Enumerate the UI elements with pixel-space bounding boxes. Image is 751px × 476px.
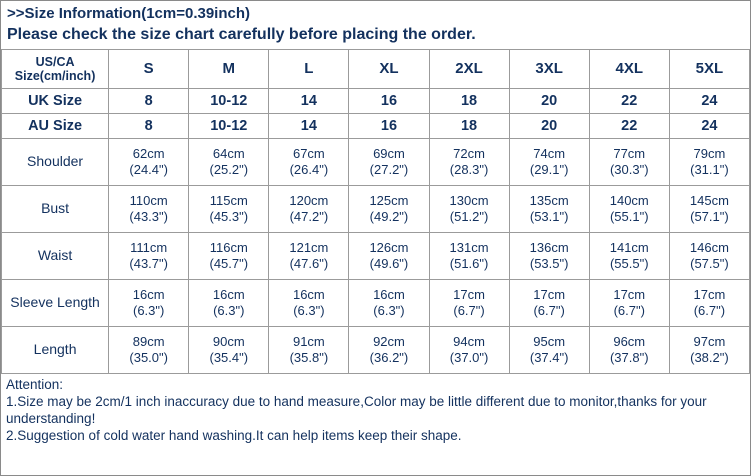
measure-inch: (6.3")	[213, 302, 245, 318]
measure-cm: 96cm	[613, 333, 646, 349]
measure-cm: 125cm	[369, 192, 409, 208]
measure-cm: 67cm	[292, 145, 325, 161]
measure-inch: (6.7")	[693, 302, 726, 318]
measure-cm: 17cm	[453, 286, 485, 302]
measure-inch: (53.5")	[529, 255, 569, 271]
measure-cell	[669, 326, 749, 373]
measure-cell	[109, 279, 189, 326]
table-header-row	[2, 49, 750, 88]
measure-cm: 121cm	[289, 239, 329, 255]
measure-cm: 74cm	[533, 145, 566, 161]
uk-size-cell: 20	[509, 88, 589, 113]
measure-cell	[429, 185, 509, 232]
size-header-cell: 5XL	[669, 49, 749, 88]
measure-inch: (26.4")	[289, 161, 329, 177]
measure-inch: (55.1")	[609, 208, 649, 224]
measure-cm: 97cm	[693, 333, 726, 349]
measure-inch: (49.6")	[369, 255, 409, 271]
measure-inch: (53.1")	[529, 208, 569, 224]
measure-cell	[349, 326, 429, 373]
measure-cell	[509, 232, 589, 279]
au-size-cell: 20	[509, 113, 589, 138]
measure-inch: (6.3")	[373, 302, 405, 318]
measure-inch: (6.7")	[613, 302, 645, 318]
attention-section	[1, 374, 750, 475]
size-header-cell: 4XL	[589, 49, 669, 88]
measure-cell	[109, 232, 189, 279]
attention-note-1: 1.Size may be 2cm/1 inch inaccuracy due to hand measure,Color may be little different due to monitor,thanks for your understanding!	[6, 394, 711, 427]
size-chart-notice: Please check the size chart carefully before placing the order.	[7, 25, 476, 43]
measure-cm: 116cm	[209, 239, 248, 255]
measure-cell	[589, 138, 669, 185]
measure-cm: 135cm	[529, 192, 569, 208]
measure-inch: (57.1")	[690, 208, 729, 224]
size-header-cell: 2XL	[429, 49, 509, 88]
measure-cell	[349, 185, 429, 232]
measure-cell	[669, 138, 749, 185]
measure-cm: 16cm	[373, 286, 405, 302]
au-size-cell: 16	[349, 113, 429, 138]
measure-cm: 79cm	[693, 145, 726, 161]
measure-cm: 146cm	[689, 239, 729, 255]
measure-inch: (36.2")	[369, 349, 409, 365]
table-row-au-size	[2, 113, 750, 138]
measure-inch: (45.3")	[209, 208, 249, 224]
measure-cell	[189, 326, 269, 373]
table-row-uk-size	[2, 88, 750, 113]
measure-inch: (6.7")	[533, 302, 565, 318]
measure-inch: (43.7")	[129, 255, 168, 271]
measure-cell	[589, 185, 669, 232]
uk-size-cell: 14	[269, 88, 349, 113]
measure-cm: 17cm	[693, 286, 726, 302]
row-label: Waist	[2, 232, 109, 279]
measure-inch: (51.2")	[449, 208, 489, 224]
attention-title: Attention:	[6, 376, 64, 392]
measure-inch: (55.5")	[609, 255, 649, 271]
measure-inch: (35.4")	[209, 349, 249, 365]
measure-cell	[669, 232, 749, 279]
measure-cm: 16cm	[212, 286, 245, 302]
measure-cell	[189, 279, 269, 326]
measure-cm: 115cm	[209, 192, 248, 208]
uk-size-cell: 10-12	[189, 88, 269, 113]
row-label: Length	[2, 326, 109, 373]
measure-cm: 145cm	[689, 192, 729, 208]
corner-label-line1: US/CA	[35, 54, 75, 69]
row-label: Bust	[2, 185, 109, 232]
size-chart-table	[1, 49, 750, 374]
measure-cell	[109, 185, 189, 232]
corner-label	[2, 49, 109, 88]
measure-inch: (27.2")	[369, 161, 409, 177]
uk-size-cell: 16	[349, 88, 429, 113]
measure-inch: (57.5")	[690, 255, 729, 271]
measure-cm: 140cm	[609, 192, 649, 208]
measure-cm: 17cm	[533, 286, 566, 302]
au-size-cell: 8	[109, 113, 189, 138]
measure-inch: (24.4")	[129, 161, 168, 177]
measure-inch: (30.3")	[609, 161, 649, 177]
measure-cell	[269, 138, 349, 185]
measure-inch: (45.7")	[209, 255, 249, 271]
measure-cell	[509, 185, 589, 232]
size-header-cell: XL	[349, 49, 429, 88]
measure-cm: 16cm	[132, 286, 165, 302]
corner-label-line2: Size(cm/inch)	[14, 68, 96, 83]
measure-inch: (31.1")	[690, 161, 729, 177]
measure-cm: 110cm	[129, 192, 168, 208]
measure-inch: (6.7")	[453, 302, 485, 318]
measure-inch: (28.3")	[449, 161, 489, 177]
measure-cm: 64cm	[212, 145, 245, 161]
au-size-cell: 22	[589, 113, 669, 138]
measure-cm: 62cm	[132, 145, 165, 161]
row-label: AU Size	[2, 113, 109, 138]
uk-size-cell: 24	[669, 88, 749, 113]
table-row	[2, 232, 750, 279]
measure-cell	[269, 326, 349, 373]
measure-cell	[589, 326, 669, 373]
measure-cm: 90cm	[212, 333, 245, 349]
measure-cm: 16cm	[292, 286, 325, 302]
measure-inch: (37.0")	[449, 349, 489, 365]
measure-cell	[349, 279, 429, 326]
measure-cell	[189, 138, 269, 185]
uk-size-cell: 22	[589, 88, 669, 113]
measure-inch: (49.2")	[369, 208, 409, 224]
au-size-cell: 24	[669, 113, 749, 138]
measure-cm: 94cm	[453, 333, 485, 349]
measure-cell	[109, 138, 189, 185]
measure-inch: (6.3")	[133, 302, 165, 318]
measure-cm: 77cm	[613, 145, 646, 161]
measure-inch: (47.6")	[289, 255, 329, 271]
measure-inch: (51.6")	[449, 255, 489, 271]
measure-cm: 130cm	[449, 192, 489, 208]
measure-cm: 92cm	[373, 333, 405, 349]
measure-cell	[109, 326, 189, 373]
measure-cm: 91cm	[292, 333, 325, 349]
measure-cell	[429, 326, 509, 373]
measure-cell	[669, 279, 749, 326]
au-size-cell: 14	[269, 113, 349, 138]
au-size-cell: 18	[429, 113, 509, 138]
table-row	[2, 185, 750, 232]
measure-inch: (38.2")	[690, 349, 729, 365]
measure-cell	[349, 232, 429, 279]
measure-inch: (37.4")	[529, 349, 569, 365]
au-size-cell: 10-12	[189, 113, 269, 138]
measure-inch: (37.8")	[609, 349, 649, 365]
measure-cm: 120cm	[289, 192, 329, 208]
measure-cell	[189, 185, 269, 232]
measure-cm: 69cm	[373, 145, 405, 161]
size-header-cell: M	[189, 49, 269, 88]
size-header-cell: S	[109, 49, 189, 88]
measure-cell	[669, 185, 749, 232]
attention-note-2: 2.Suggestion of cold water hand washing.It can help items keep their shape.	[6, 428, 462, 444]
measure-inch: (35.8")	[289, 349, 329, 365]
measure-inch: (25.2")	[209, 161, 249, 177]
measure-cell	[509, 138, 589, 185]
size-information-heading: >>Size Information(1cm=0.39inch)	[7, 5, 250, 22]
measure-inch: (35.0")	[129, 349, 168, 365]
measure-cm: 131cm	[449, 239, 489, 255]
table-row	[2, 138, 750, 185]
measure-cell	[269, 232, 349, 279]
measure-cm: 17cm	[613, 286, 646, 302]
measure-inch: (47.2")	[289, 208, 329, 224]
measure-cm: 95cm	[533, 333, 566, 349]
table-row	[2, 279, 750, 326]
measure-cm: 141cm	[609, 239, 649, 255]
measure-cm: 72cm	[453, 145, 485, 161]
measure-inch: (29.1")	[529, 161, 569, 177]
measure-cell	[349, 138, 429, 185]
measure-cell	[429, 232, 509, 279]
measure-cell	[509, 326, 589, 373]
measure-cell	[429, 279, 509, 326]
measure-inch: (43.3")	[129, 208, 168, 224]
size-header-cell: 3XL	[509, 49, 589, 88]
measure-cell	[429, 138, 509, 185]
row-label: UK Size	[2, 88, 109, 113]
row-label: Sleeve Length	[2, 279, 109, 326]
uk-size-cell: 18	[429, 88, 509, 113]
measure-cell	[189, 232, 269, 279]
table-row	[2, 326, 750, 373]
measure-cell	[589, 279, 669, 326]
measure-cell	[269, 279, 349, 326]
measure-cell	[509, 279, 589, 326]
uk-size-cell: 8	[109, 88, 189, 113]
measure-cm: 111cm	[130, 239, 168, 255]
measure-cm: 136cm	[529, 239, 569, 255]
measure-cm: 126cm	[369, 239, 409, 255]
measure-inch: (6.3")	[293, 302, 325, 318]
size-header-cell: L	[269, 49, 349, 88]
measure-cm: 89cm	[132, 333, 165, 349]
row-label: Shoulder	[2, 138, 109, 185]
measure-cell	[269, 185, 349, 232]
measure-cell	[589, 232, 669, 279]
